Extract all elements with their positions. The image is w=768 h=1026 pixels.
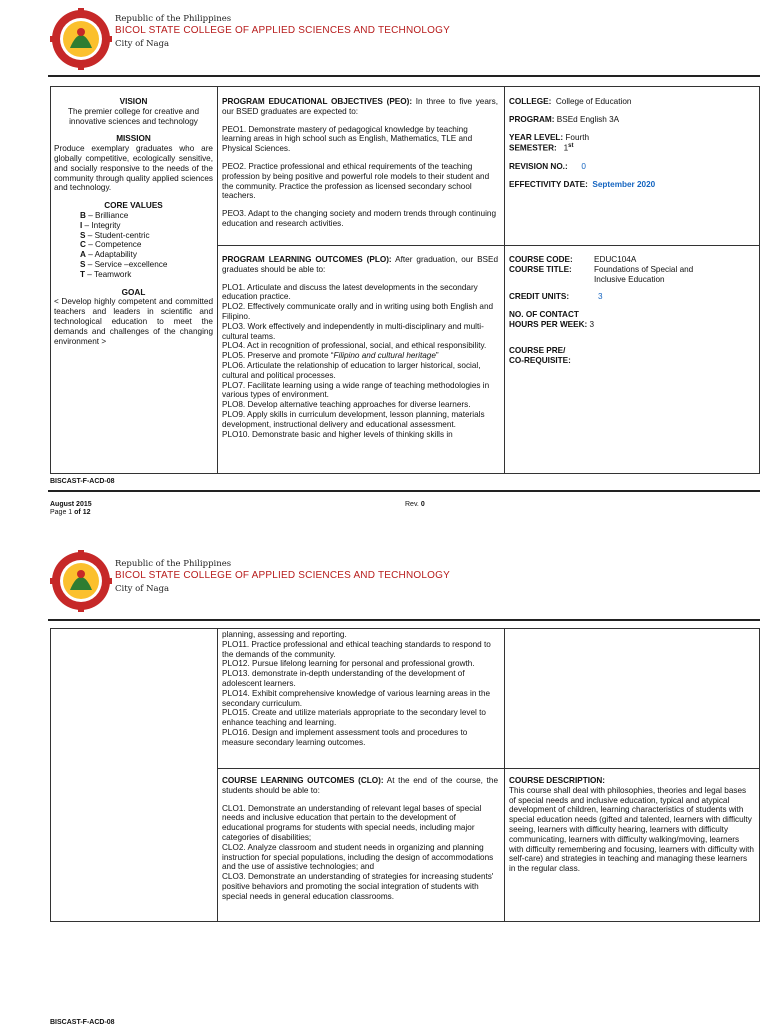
plo-item: PLO4. Act in recognition of professional, social, and ethical responsibility. bbox=[222, 341, 487, 351]
plo-item: PLO2. Effectively communicate orally and in writing using both English and Filipino. bbox=[222, 302, 494, 321]
footer-page: Page 1 of 12 bbox=[50, 509, 91, 516]
plo-continued bbox=[222, 630, 498, 748]
college-name: BICOL STATE COLLEGE OF APPLIED SCIENCES AND TECHNOLOGY bbox=[115, 570, 450, 581]
revision-label: REVISION NO.: bbox=[509, 161, 568, 171]
vision-title: VISION bbox=[119, 97, 148, 106]
semester-label: SEMESTER: bbox=[509, 144, 557, 154]
header-rule bbox=[48, 75, 760, 77]
course-code-label: COURSE CODE: bbox=[509, 255, 573, 264]
course-info-top: COLLEGE: College of Education PROGRAM: BSEd English 3A YEAR LEVEL: Fourth SEMESTER: 1st REVISION NO.: 0 EFFECTIVITY DATE: September 2020 bbox=[509, 97, 656, 189]
footer-revision: Rev. 0 bbox=[405, 501, 425, 508]
revision-value: 0 bbox=[581, 161, 586, 171]
core-value-item: A – Adaptability bbox=[80, 250, 137, 260]
contact-hours-value: 3 bbox=[589, 319, 595, 329]
mission-text: Produce exemplary graduates who are globally competitive, ecologically sensitive, and socially responsive to the needs of the community through quality applied sciences and technology. bbox=[54, 144, 213, 193]
core-value-item: S – Student-centric bbox=[80, 230, 150, 240]
core-value-item: S – Service –excellence bbox=[80, 259, 168, 269]
college-value: College of Education bbox=[555, 97, 632, 106]
plo-item: PLO9. Apply skills in curriculum development, lesson planning, materials development, instructional delivery and educational assessment. bbox=[222, 409, 485, 429]
footer-rule bbox=[48, 490, 760, 492]
prerequisite-label: COURSE PRE/ bbox=[509, 345, 566, 355]
credit-units-label: CREDIT UNITS: bbox=[509, 292, 570, 302]
credit-units-value: 3 bbox=[598, 292, 603, 302]
vision-text: The premier college for creative and innovative sciences and technology bbox=[67, 106, 200, 126]
goal-text: < Develop highly competent and committed teachers and leaders in scientific and technological education to meet the demands and challenges of the changing environment > bbox=[54, 297, 213, 346]
course-description-text: This course shall deal with philosophies, theories and legal bases of special needs and inclusive education, typical and atypical development of children, learning characteristics of students with special education needs (gifted and talented, learners with difficulty seeing, learners with difficulty hearing, learners with difficulty communicating, learners with difficulty walking/moving, learners with difficulty remembering and focusing, learners with difficulty with self-care) and strategies in teaching and managing these learners in the regular class. bbox=[509, 785, 754, 874]
program-label: PROGRAM: bbox=[509, 114, 555, 124]
republic-line: Republic of the Philippines bbox=[115, 14, 232, 24]
effectivity-label: EFFECTIVITY DATE: bbox=[509, 179, 588, 189]
plo-item: PLO10. Demonstrate basic and higher levels of thinking skills in bbox=[222, 429, 453, 439]
plo-item: PLO6. Articulate the relationship of education to larger historical, social, cultural and political processes. bbox=[222, 360, 481, 380]
plo-item: PLO5. Preserve and promote “Filipino and cultural heritage” bbox=[222, 351, 439, 361]
peo-title: PROGRAM EDUCATIONAL OBJECTIVES (PEO): bbox=[222, 97, 413, 106]
peo-item: PEO1. Demonstrate mastery of pedagogical knowledge by teaching learning areas in high school such as English, Mathematics, TLE and Physical Sciences. bbox=[222, 124, 473, 154]
plo-title: PROGRAM LEARNING OUTCOMES (PLO): bbox=[222, 255, 392, 264]
core-value-item: T – Teamwork bbox=[80, 269, 132, 279]
core-value-item: B – Brilliance bbox=[80, 210, 129, 220]
plo-item: PLO1. Articulate and discuss the latest developments in the secondary education practice. bbox=[222, 282, 478, 302]
core-values-list bbox=[54, 211, 213, 280]
course-title-value: Foundations of Special and Inclusive Education bbox=[594, 264, 694, 284]
plo-item: PLO7. Facilitate learning using a wide range of teaching methodologies in various types of environment. bbox=[222, 380, 490, 400]
city-line: City of Naga bbox=[115, 39, 170, 49]
plo-intro: After graduation, our BSEd graduates should be able to: bbox=[222, 255, 499, 274]
contact-hours-label: NO. OF CONTACT bbox=[509, 310, 579, 320]
plo-item: PLO3. Work effectively and independently in multi-disciplinary and multi-cultural teams. bbox=[222, 321, 484, 341]
clo-section bbox=[222, 776, 498, 902]
plo-item: PLO15. Create and utilize materials appropriate to the secondary level to enhance teaching and learning. bbox=[222, 708, 486, 728]
plo-item: PLO8. Develop alternative teaching approaches for diverse learners. bbox=[222, 400, 471, 410]
plo-item: PLO13. demonstrate in-depth understanding of the development of adolescent learners. bbox=[222, 669, 465, 688]
clo-title: COURSE LEARNING OUTCOMES (CLO): bbox=[222, 776, 384, 785]
peo-item: PEO3. Adapt to the changing society and modern trends through continuing education and research activities. bbox=[222, 209, 497, 228]
clo-intro: At the end of the course, the students should be able to: bbox=[222, 776, 498, 795]
core-values-title: CORE VALUES bbox=[104, 201, 163, 211]
college-seal-logo bbox=[50, 550, 112, 612]
goal-title: GOAL bbox=[121, 287, 146, 297]
form-code: BISCAST-F-ACD-08 bbox=[50, 1019, 115, 1026]
core-value-item: I – Integrity bbox=[80, 220, 121, 230]
course-info-bottom: COURSE CODE: EDUC104A COURSE TITLE: Foundations of Special and Inclusive Education CREDIT UNITS: 3 NO. OF CONTACT HOURS PER WEEK: 3 COURSE PRE/ CO-REQUISITE: bbox=[509, 255, 755, 365]
peo-section bbox=[222, 97, 498, 229]
college-label: COLLEGE: bbox=[509, 97, 552, 106]
course-description-section bbox=[509, 776, 755, 874]
course-description-title: COURSE DESCRIPTION: bbox=[509, 776, 605, 785]
year-level-label: YEAR LEVEL: bbox=[509, 132, 564, 142]
plo-section bbox=[222, 255, 498, 439]
city-line: City of Naga bbox=[115, 584, 170, 594]
course-title-label: COURSE TITLE: bbox=[509, 264, 572, 274]
core-value-item: C – Competence bbox=[80, 240, 142, 250]
clo-item: CLO2. Analyze classroom and student needs in organizing and planning instruction for special populations, including the design of accommodations and the use of assistive technologies; and bbox=[222, 842, 494, 872]
year-level-value: Fourth bbox=[565, 132, 590, 142]
plo-item: PLO14. Exhibit comprehensive knowledge of various learning areas in the secondary curriculum. bbox=[222, 688, 491, 708]
course-code-value: EDUC104A bbox=[594, 255, 637, 264]
mission-title: MISSION bbox=[116, 134, 151, 144]
semester-value: 1 bbox=[563, 144, 569, 154]
vision-mission-column bbox=[54, 97, 213, 346]
clo-item: CLO3. Demonstrate an understanding of strategies for increasing students' positive behaviors and promoting the social integration of students with special needs in general education classrooms. bbox=[222, 872, 494, 901]
plo-item: PLO12. Pursue lifelong learning for personal and professional growth. bbox=[222, 659, 475, 669]
clo-item: CLO1. Demonstrate an understanding of relevant legal bases of special needs and inclusive education that pertain to the development of educational programs for students with special needs, including major categories of disabilities; bbox=[222, 803, 482, 842]
plo-item: PLO16. Design and implement assessment tools and procedures to measure secondary learning outcomes. bbox=[222, 727, 468, 747]
college-name: BICOL STATE COLLEGE OF APPLIED SCIENCES AND TECHNOLOGY bbox=[115, 25, 450, 36]
republic-line: Republic of the Philippines bbox=[115, 559, 232, 569]
plo-item: planning, assessing and reporting. bbox=[222, 630, 347, 639]
peo-intro: In three to five years, our BSED graduates are expected to: bbox=[222, 97, 498, 116]
program-value: BSEd English 3A bbox=[556, 114, 620, 124]
effectivity-value: September 2020 bbox=[592, 179, 656, 189]
footer-date: August 2015 bbox=[50, 501, 92, 508]
header-rule bbox=[48, 619, 760, 621]
peo-item: PEO2. Practice professional and ethical requirements of the teaching profession by being positive and powerful role models to their student and the community. Practice the profession as licensed secondary school teachers. bbox=[222, 161, 490, 201]
plo-item: PLO11. Practice professional and ethical teaching standards to respond to the demands of the community. bbox=[222, 639, 491, 659]
form-code: BISCAST-F-ACD-08 bbox=[50, 478, 115, 485]
college-seal-logo bbox=[50, 8, 112, 70]
